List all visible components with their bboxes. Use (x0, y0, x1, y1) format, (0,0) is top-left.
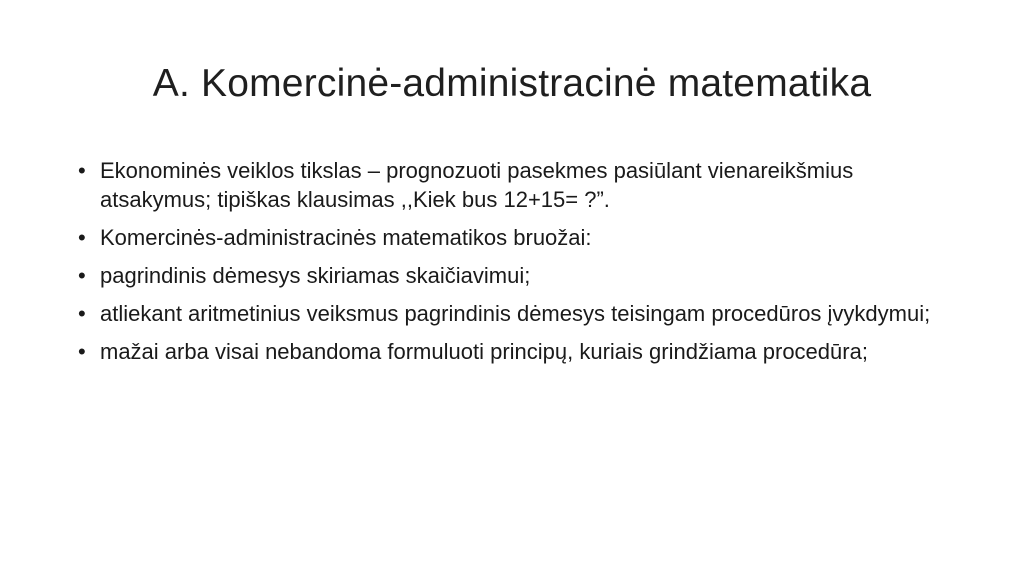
slide-title: A. Komercinė-administracinė matematika (152, 62, 872, 105)
bullet-text: Komercinės-administracinės matematikos bruožai: (100, 225, 592, 250)
bullet-item (78, 223, 958, 252)
bullet-dot-icon: • (78, 339, 86, 364)
bullet-item (78, 156, 958, 214)
bullet-item (78, 261, 958, 290)
bullet-item (78, 299, 958, 328)
bullet-text: mažai arba visai nebandoma formuluoti principų, kuriais grindžiama procedūra; (100, 339, 868, 364)
bullet-list (78, 156, 958, 375)
bullet-dot-icon: • (78, 301, 86, 326)
bullet-text: pagrindinis dėmesys skiriamas skaičiavimui; (100, 263, 531, 288)
bullet-text: Ekonominės veiklos tikslas – prognozuoti pasekmes pasiūlant vienareikšmius atsakymus; tipiškas klausimas ,,Kiek bus 12+15= ?”. (100, 158, 854, 212)
bullet-dot-icon: • (78, 158, 86, 183)
bullet-dot-icon: • (78, 263, 86, 288)
bullet-text: atliekant aritmetinius veiksmus pagrindinis dėmesys teisingam procedūros įvykdymui; (100, 301, 931, 326)
bullet-dot-icon: • (78, 225, 86, 250)
bullet-item (78, 337, 958, 366)
